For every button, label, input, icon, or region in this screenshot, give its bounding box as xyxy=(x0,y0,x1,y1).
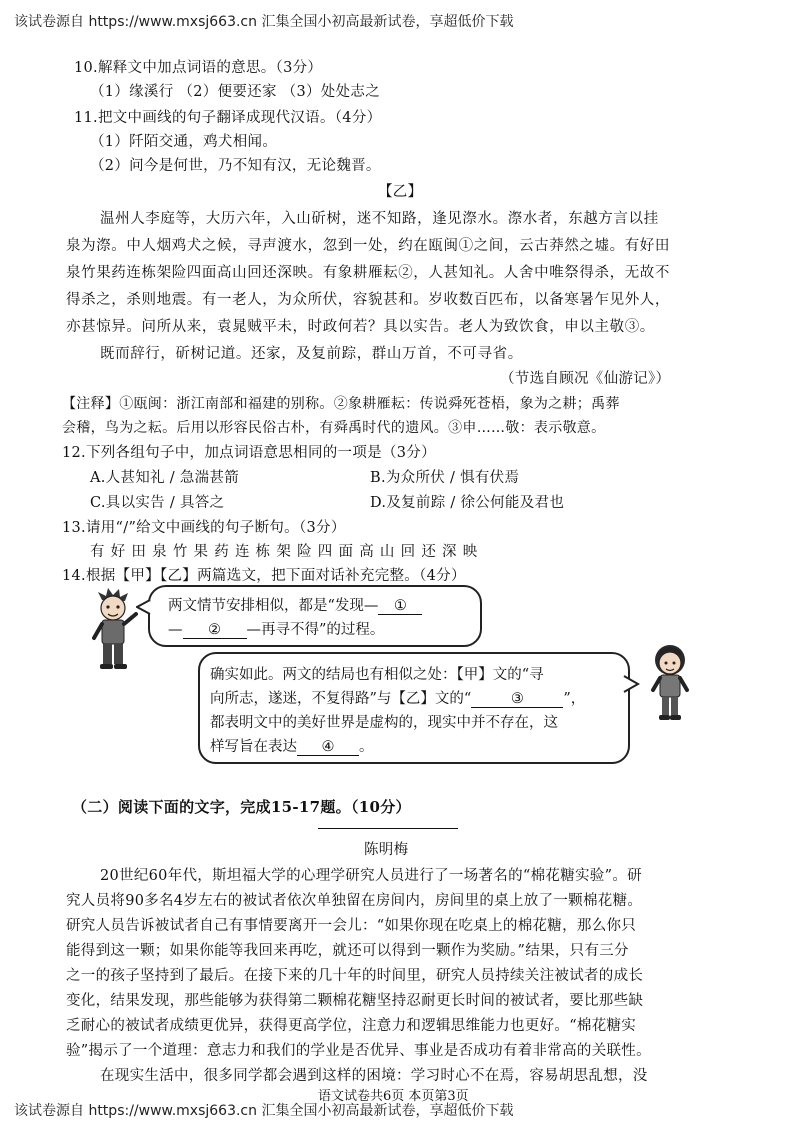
bubble2-line-3: 都表明文中的美好世界是虚构的，现实中并不存在，这 xyxy=(210,715,558,731)
passage-b-line: 亦甚惊异。问所从来，袁晁贼平未，时政何若？具以实告。老人为致饮食，申以主敬③。 xyxy=(66,319,655,335)
q11-sentence-1: （1）阡陌交通，鸡犬相闻。 xyxy=(90,134,278,150)
q14-stem: 14.根据【甲】【乙】两篇选文，把下面对话补充完整。（4分） xyxy=(62,568,466,584)
passage-b-note-2: 会稽，鸟为之耘。后用以形容民俗古朴，有舜禹时代的遗风。③申……敬：表示敬意。 xyxy=(62,420,606,436)
blank-4[interactable]: ④ xyxy=(297,739,359,756)
section2-line: 之一的孩子坚持到了最后。在接下来的几十年的时间里，研究人员持续关注被试者的成长 xyxy=(66,968,644,984)
q11-sentence-2: （2）问今是何世，乃不知有汉，无论魏晋。 xyxy=(90,158,381,174)
bubble2-tail xyxy=(622,674,640,694)
passage-b-heading: 【乙】 xyxy=(378,184,423,200)
passage-b-line: 泉竹果药连栋架险四面高山回还深映。有象耕雁耘②，人甚知礼。人舍中唯祭得杀，无故不 xyxy=(66,265,670,281)
footer-watermark: 该试卷源自 https://www.mxsj663.cn 汇集全国小初高最新试卷，享超低价下载 xyxy=(14,1103,514,1119)
header-watermark: 该试卷源自 https://www.mxsj663.cn 汇集全国小初高最新试卷，享超低价下载 xyxy=(14,14,514,30)
dialogue-bubble-2 xyxy=(198,652,630,764)
bubble1-text-2: — xyxy=(168,622,183,638)
bubble2-line-1: 确实如此。两文的结局也有相似之处：【甲】文的“寻 xyxy=(210,667,544,683)
passage-b-source: （节选自顾况《仙游记》） xyxy=(500,371,671,387)
passage-b-line: 得杀之，杀则地震。有一老人，为众所伏，容貌甚和。岁收数百匹布，以备寒暑乍见外人， xyxy=(66,292,670,308)
passage-b-last-paragraph: 既而辞行，斫树记道。还家，及复前踪，群山万首，不可寻省。 xyxy=(100,346,523,362)
q12-option-b: B.为众所伏 / 惧有伏焉 xyxy=(370,470,520,486)
section2-line: 能得到这一颗；如果你能等我回来再吃，就还可以得到一颗作为奖励。”结果，只有三分 xyxy=(66,943,629,959)
blank-1[interactable]: ① xyxy=(378,598,422,615)
q13-stem: 13.请用“/”给文中画线的句子断句。（3分） xyxy=(62,520,346,536)
bubble1-text-1: 两文情节安排相似，都是“发现— xyxy=(168,598,379,614)
bubble2-text-4: 样写旨在表达 xyxy=(210,739,297,755)
section2-line: 究人员将90多名4岁左右的被试者依次单独留在房间内，房间里的桌上放了一颗棉花糖。 xyxy=(66,893,643,909)
passage-b-note-1: 【注释】①瓯闽：浙江南部和福建的别称。②象耕雁耘：传说舜死苍梧，象为之耕；禹葬 xyxy=(62,396,620,412)
q12-option-d: D.及复前踪 / 徐公何能及君也 xyxy=(370,495,565,511)
q10-items: （1）缘溪行 （2）便要还家 （3）处处志之 xyxy=(90,84,380,100)
blank-2[interactable]: ② xyxy=(183,622,247,639)
bubble1-text-3: —再寻不得”的过程。 xyxy=(246,622,385,638)
section2-last-line: 在现实生活中，很多同学都会遇到这样的困境：学习时心不在焉，容易胡思乱想，没 xyxy=(100,1068,648,1084)
bubble1-tail xyxy=(136,598,152,616)
blank-3[interactable]: ③ xyxy=(471,691,563,708)
girl-illustration xyxy=(646,642,694,722)
dialogue-bubble-1 xyxy=(148,585,482,647)
bubble2-text-5: 。 xyxy=(359,739,374,755)
section2-heading: （二）阅读下面的文字，完成15-17题。（10分） xyxy=(72,798,411,816)
q13-sentence: 有 好 田 泉 竹 果 药 连 栋 架 险 四 面 高 山 回 还 深 映 xyxy=(90,544,479,560)
section2-line: 乏耐心的被试者成绩更优异，获得更高学位，注意力和逻辑思维能力也更好。“棉花糖实 xyxy=(66,1018,637,1034)
section2-line: 研究人员告诉被试者自己有事情要离开一会儿：“如果你现在吃桌上的棉花糖，那么你只 xyxy=(66,918,637,934)
bubble2-text-3: ”， xyxy=(563,691,586,707)
passage-b-line: 温州人李庭等，大历六年，入山斫树，迷不知路，逢见漈水。漈水者，东越方言以挂 xyxy=(100,211,659,227)
section2-author: 陈明梅 xyxy=(364,842,409,858)
section2-line: 变化，结果发现，那些能够为获得第二颗棉花糖坚持忍耐更长时间的被试者，要比那些缺 xyxy=(66,993,644,1009)
q12-option-a: A.人甚知礼 / 急湍甚箭 xyxy=(90,470,240,486)
q12-stem: 12.下列各组句子中，加点词语意思相同的一项是（3分） xyxy=(62,445,436,461)
title-blank-line xyxy=(318,828,458,829)
bubble2-text-2: 向所志，遂迷，不复得路”与【乙】文的“ xyxy=(210,691,472,707)
footer-page-number: 语文试卷共6页 本页第3页 xyxy=(318,1089,469,1104)
q10-stem: 10.解释文中加点词语的意思。（3分） xyxy=(74,60,323,76)
section2-line: 20世纪60年代，斯坦福大学的心理学研究人员进行了一场著名的“棉花糖实验”。研 xyxy=(100,868,642,884)
q11-stem: 11.把文中画线的句子翻译成现代汉语。（4分） xyxy=(74,110,382,126)
boy-illustration xyxy=(88,588,140,672)
q12-option-c: C.具以实告 / 具答之 xyxy=(90,495,225,511)
passage-b-line: 泉为漈。中人烟鸡犬之候，寻声渡水，忽到一处，约在瓯闽①之间，云古莽然之墟。有好田 xyxy=(66,238,670,254)
section2-line: 验”揭示了一个道理：意志力和我们的学业是否优异、事业是否成功有着非常高的关联性。 xyxy=(66,1043,651,1059)
